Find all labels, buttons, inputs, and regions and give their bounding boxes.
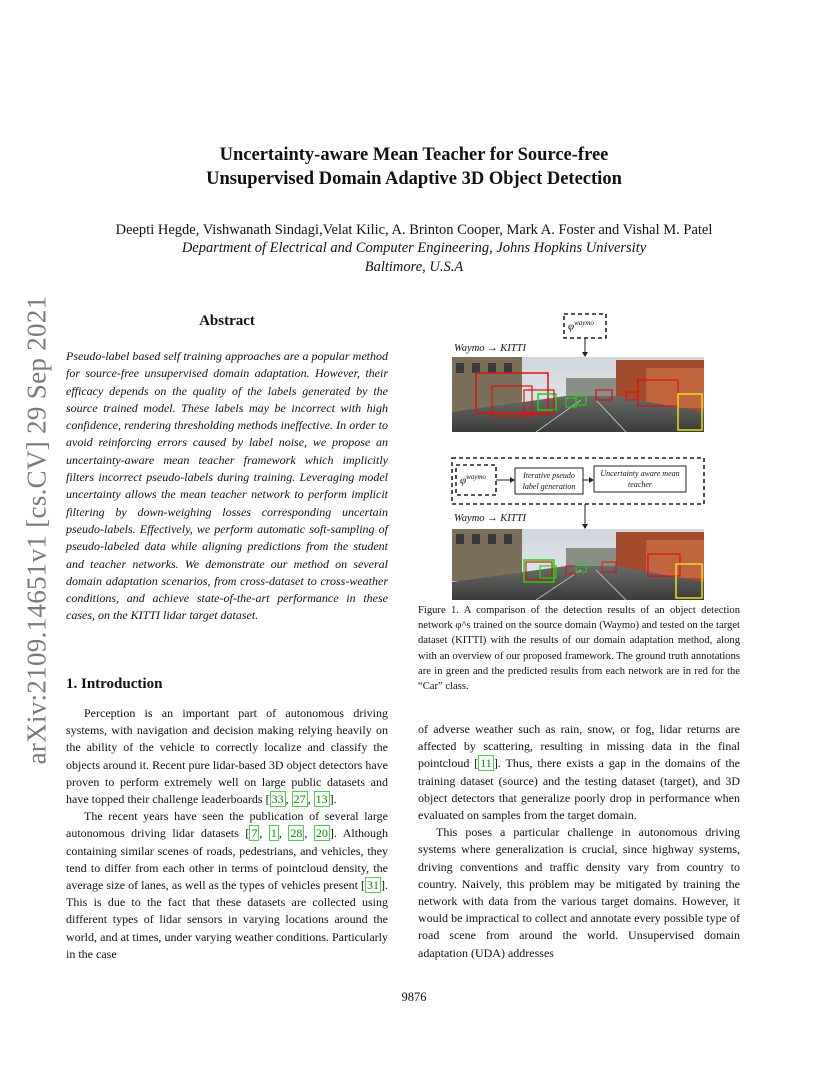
waymo-kitti-label-top: Waymo → KITTI	[454, 343, 526, 354]
abstract-text: Pseudo-label based self training approaches are a popular method for source-free unsupervised domain adaptation. However, their efficacy depends on the quality of the labels generated by the source trained model. These labels may be incorrect with high confidence, rendering thresholding methods ineffective. In order to avoid reinforcing errors caused by label noise, we propose an uncertainty-aware mean teacher framework which implicitly filters incorrect pseudo-labels during training. Leveraging model uncertainty allows the mean teacher network to perform implicit filtering by down-weighing losses corresponding uncertain pseudo-labels. Effectively, we perform automatic soft-sampling of pseudo-labeled data while aligning predictions from the student and teacher networks. We demonstrate our method on several domain adaptation scenarios, from cross-dataset to cross-weather conditions, and achieve state-of-the-art performance in these cases, on the KITTI lidar target dataset.	[66, 349, 388, 623]
abstract-heading: Abstract	[199, 313, 255, 329]
figure-1	[416, 308, 744, 602]
right-column-text	[418, 721, 740, 962]
pseudo-label-box-text: Iterative pseudo label generation	[522, 471, 576, 491]
paper-title	[100, 143, 728, 191]
right-p1-text: of adverse weather such as rain, snow, or fog, lidar returns are affected by scattering, resulting in missing data in the final pointcloud [	[418, 722, 740, 771]
figure-caption: Figure 1. A comparison of the detection results of an object detection network φ^s trained on the source domain (Waymo) and tested on the target dataset (KITTI) with the results of our domain adaptation method, along with an overview of our proposed framework. The ground truth annotations are in green and the predicted results from each network are in red for the “Car” class.	[418, 605, 740, 693]
citation-link[interactable]: 13	[315, 792, 328, 807]
citation-link[interactable]: 20	[315, 826, 328, 841]
scene-image-top	[452, 357, 704, 432]
affiliation	[60, 239, 768, 277]
right-paragraph-1	[418, 721, 740, 824]
intro-paragraph-2: The recent years have seen the publication of several large autonomous driving lidar datasets [ 7 , 1 , 28 , 20 ]. Although containing similar scenes of roads, pedestrians, and vehicles, they tend to differ from each other in terms of pointcloud density, the average size of lanes, as well as the types of vehicles present [ 31 ]. This is due to the fact that these datasets are collected using different types of lidar sensors in varying locations around the world, and at times, under varying weather conditions. Particularly in the case	[66, 809, 389, 961]
phi-superscript: waymo	[466, 473, 486, 481]
intro-p2-text: The recent years have seen the publication of several large autonomous driving lidar datasets [	[66, 809, 388, 841]
authors: Deepti Hegde, Vishwanath Sindagi,Velat Kilic, A. Brinton Cooper, Mark A. Foster and Vishal M. Patel	[115, 222, 713, 238]
affiliation-line-1: Department of Electrical and Computer Engineering, Johns Hopkins University	[181, 240, 647, 256]
title-line-2: Unsupervised Domain Adaptive 3D Object Detection	[206, 169, 622, 189]
right-paragraph-2: This poses a particular challenge in autonomous driving systems where generalization is crucial, since highway systems, driving conventions and traffic density vary from country to country. Naively, this problem may be mitigated by training the network with data from the various target domains. However, it would be impractical to collect and annotate every possible type of road scene from around the world. Unsupervised domain adaptation (UDA) addresses	[418, 825, 740, 960]
citation-link[interactable]: 28	[290, 826, 303, 841]
arxiv-stamp	[12, 290, 62, 770]
citation-link[interactable]: 11	[480, 756, 492, 771]
affiliation-line-2: Baltimore, U.S.A	[364, 259, 464, 275]
intro-heading: 1. Introduction	[66, 676, 163, 692]
intro-p1-text: Perception is an important part of autonomous driving systems, with navigation and decision making relying heavily on the ability of the vehicle to correctly localize and classify the objects around it. Recent pure lidar-based 3D object detectors have proven to perform extremely well on large public datasets and have topped their challenge leaderboards [	[66, 706, 388, 807]
phi-superscript: waymo	[574, 319, 594, 327]
citation-link[interactable]: 31	[367, 878, 379, 893]
title-line-1: Uncertainty-aware Mean Teacher for Source-free	[219, 145, 609, 165]
page-number: 9876	[401, 990, 427, 1004]
intro-section	[66, 705, 388, 963]
right-p1-end: ]. Thus, there exists a gap in the domains of the training dataset (source) and the testing dataset (target), and 3D object detectors that generalize poorly drop in performance when evaluated on samples from the target domain.	[418, 756, 741, 823]
intro-p2-end: ]. This is due to the fact that these datasets are collected using different types of lidar sensors in varying locations around the world, and at times, under varying weather conditions. Particularly in the case	[66, 878, 388, 961]
phi-top-label	[568, 319, 594, 333]
arxiv-stamp-text: arXiv:2109.14651v1 [cs.CV] 29 Sep 2021	[21, 295, 52, 765]
intro-p2-mid: ]. Although containing similar scenes of roads, pedestrians, and vehicles, they tend to differ from each other in terms of pointcloud density, the average size of lanes, as well as the types of vehicles present [	[66, 826, 389, 893]
waymo-kitti-label-bottom: Waymo → KITTI	[454, 513, 526, 524]
phi-mid-label	[460, 473, 486, 487]
citation-link[interactable]: 27	[293, 792, 306, 807]
citation-link[interactable]: 7	[251, 826, 258, 841]
scene-image-bottom	[452, 529, 704, 600]
phi-symbol: φ	[460, 474, 467, 487]
citation-link[interactable]: 1	[270, 826, 277, 841]
citation-link[interactable]: 33	[271, 792, 284, 807]
intro-paragraph-1: Perception is an important part of autonomous driving systems, with navigation and decision making relying heavily on the ability of the vehicle to correctly localize and classify the objects around it. Recent pure lidar-based 3D object detectors have proven to perform extremely well on large public datasets and have topped their challenge leaderboards [ 33 , 27 , 13 ].	[66, 706, 388, 807]
intro-p1-end: ].	[329, 792, 337, 807]
phi-symbol: φ	[568, 320, 575, 333]
mean-teacher-box-text: Uncertainty aware mean teacher	[600, 469, 680, 489]
